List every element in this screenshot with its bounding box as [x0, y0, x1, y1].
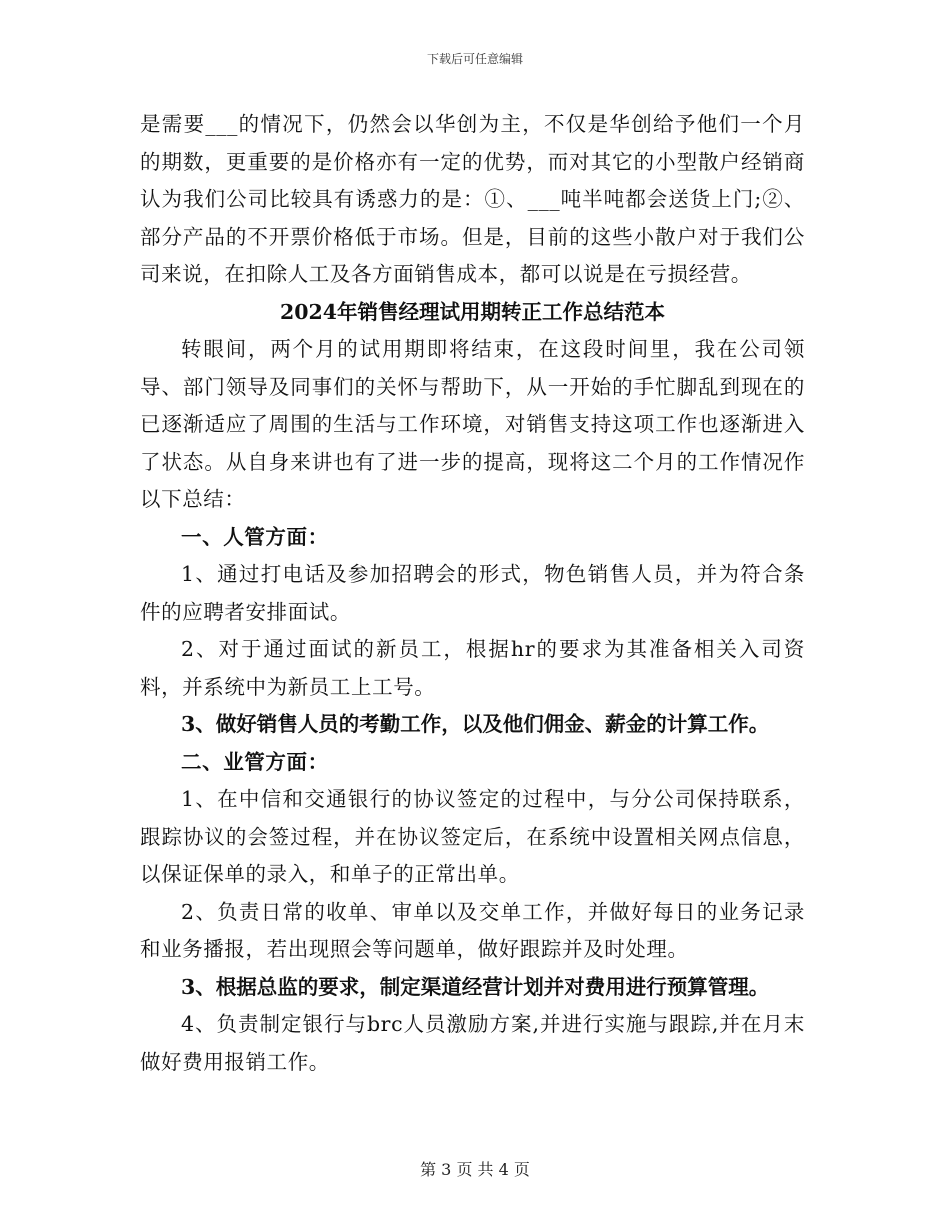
page-header-note: 下载后可任意编辑: [426, 52, 523, 66]
business-item-3: 3、根据总监的要求，制定渠道经营计划并对费用进行预算管理。: [181, 974, 770, 999]
personnel-item-2: 2、对于通过面试的新员工，根据hr的要求为其准备相关入司资料，并系统中为新员工上工号。: [140, 637, 805, 699]
personnel-item-3: 3、做好销售人员的考勤工作，以及他们佣金、薪金的计算工作。: [181, 712, 770, 736]
page-number-footer: 第 3 页 共 4 页: [420, 1160, 530, 1179]
paragraph-continuation: 是需要___的情况下，仍然会以华创为主，不仅是华创给予他们一个月的期数，更重要的是价格亦有一定的优势，而对其它的小型散户经销商认为我们公司比较具有诱惑力的是：①、___吨半吨都会送货上门;②、部分产品的不开票价格低于市场。但是，目前的这些小散户对于我们公司来说，在扣除人工及各方面销售成本，都可以说是在亏损经营。: [140, 112, 805, 286]
business-item-1: 1、在中信和交通银行的协议签定的过程中，与分公司保持联系，跟踪协议的会签过程，并在协议签定后，在系统中设置相关网点信息，以保证保单的录入，和单子的正常出单。: [140, 787, 805, 886]
document-body: [140, 106, 805, 1081]
paragraph-intro: 转眼间，两个月的试用期即将结束，在这段时间里，我在公司领导、部门领导及同事们的关怀与帮助下，从一开始的手忙脚乱到现在的已逐渐适应了周围的生活与工作环境，对销售支持这项工作也逐渐进入了状态。从自身来讲也有了进一步的提高，现将这二个月的工作情况作以下总结：: [140, 337, 805, 511]
business-item-2: 2、负责日常的收单、审单以及交单工作，并做好每日的业务记录和业务播报，若出现照会等问题单，做好跟踪并及时处理。: [140, 899, 805, 961]
section-heading-business: 二、业管方面：: [181, 749, 329, 774]
section-heading-personnel: 一、人管方面：: [181, 524, 329, 549]
business-item-4: 4、负责制定银行与brc人员激励方案,并进行实施与跟踪,并在月末做好费用报销工作。: [140, 1012, 805, 1074]
document-title: 2024年销售经理试用期转正工作总结范本: [279, 299, 666, 324]
personnel-item-1: 1、通过打电话及参加招聘会的形式，物色销售人员，并为符合条件的应聘者安排面试。: [140, 562, 805, 624]
